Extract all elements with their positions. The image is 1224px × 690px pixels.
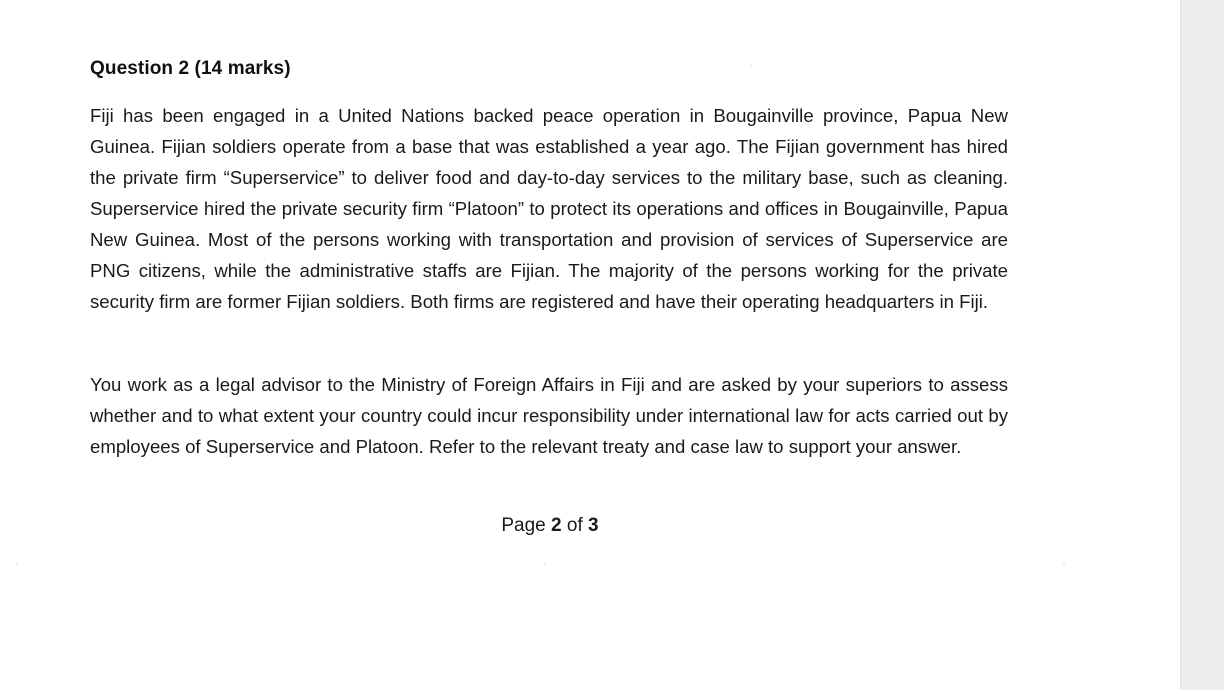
total-pages-number: 3 [588, 515, 599, 536]
page-label: Page [501, 515, 546, 536]
scan-speck [750, 65, 752, 66]
scan-speck [544, 564, 546, 565]
scan-speck [16, 564, 18, 565]
of-label: of [566, 515, 583, 536]
scan-speck [1063, 563, 1065, 564]
current-page-number: 2 [551, 515, 562, 536]
scenario-paragraph: Fiji has been engaged in a United Nations backed peace operation in Bougainville province, Papua New Guinea. Fijian soldiers operate from a base that was established a year ago. The Fijian government has hired the private firm “Superservice” to deliver food and day-to-day services to the military base, such as cleaning. Superservice hired the private security firm “Platoon” to protect its operations and offices in Bougainville, Papua New Guinea. Most of the persons working with transportation and provision of services of Superservice are PNG citizens, while the administrative staffs are Fijian. The majority of the persons working for the private security firm are former Fijian soldiers. Both firms are registered and have their operating headquarters in Fiji. [90, 105, 1008, 312]
page-number-footer [0, 515, 1100, 537]
vertical-scrollbar[interactable] [1180, 0, 1224, 690]
question-heading: Question 2 (14 marks) [90, 58, 291, 79]
task-paragraph: You work as a legal advisor to the Ministry of Foreign Affairs in Fiji and are asked by your superiors to assess whether and to what extent your country could incur responsibility under international law for acts carried out by employees of Superservice and Platoon. Refer to the relevant treaty and case law to support your answer. [90, 374, 1008, 457]
